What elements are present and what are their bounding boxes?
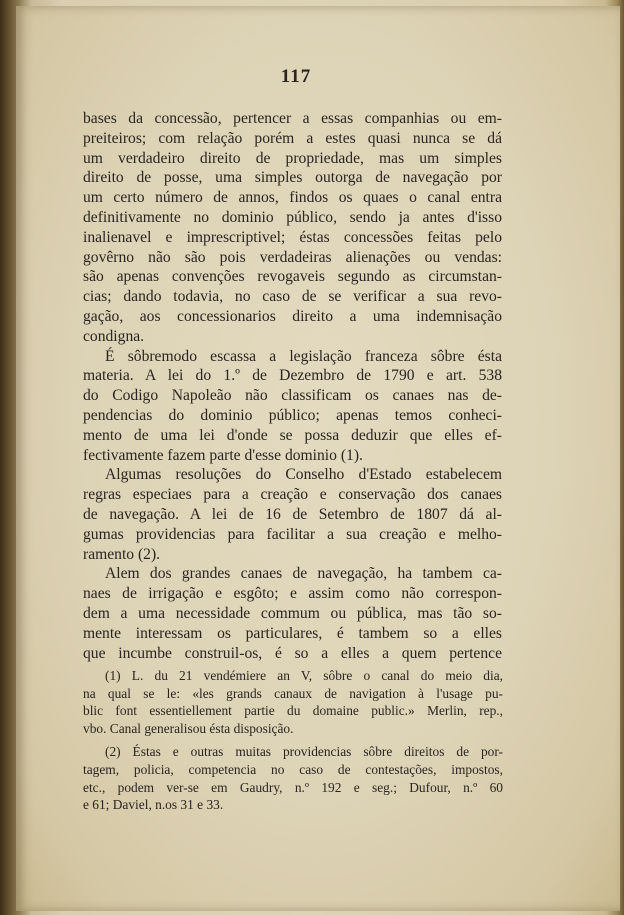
body-line: do Codigo Napoleão não classificam os canaes nas de- <box>83 387 502 405</box>
footnote-2-line: (2) Éstas e outras muitas providencias sôbre direitos de por- <box>105 744 503 760</box>
footnote-1-line: vbo. Canal generalisou ésta disposição. <box>83 720 294 736</box>
body-line: definitivamente no dominio público, sendo ja antes d'isso <box>83 208 502 226</box>
body-line: gumas providencias para facilitar a sua creação e melho- <box>83 525 502 543</box>
footnote-2-line: etc., podem ver-se em Gaudry, n.º 192 e seg.; Dufour, n.º 60 <box>83 779 503 795</box>
body-line: são apenas convenções revogaveis segundo as circumstan- <box>83 268 502 286</box>
footnote-1-line: na qual se le: «les grands canaux de navigation à l'usage pu- <box>83 685 503 701</box>
body-line: mente interessam os particulares, é tambem so a elles <box>83 624 502 642</box>
body-line: preiteiros; com relação porém a estes quasi nunca se dá <box>83 129 502 147</box>
body-line: cias; dando todavia, no caso de se verificar a sua revo- <box>83 288 502 306</box>
body-line: regras especiaes para a creação e conservação dos canaes <box>83 486 502 504</box>
footnote-2-line: tagem, policia, competencia no caso de contestações, impostos, <box>83 761 503 777</box>
body-line: um certo número de annos, findos os quaes o canal entra <box>83 189 502 207</box>
body-line: um verdadeiro direito de propriedade, mas um simples <box>83 149 502 167</box>
body-text <box>83 109 502 663</box>
body-line: que incumbe construil-os, é so a elles a quem pertence <box>83 644 502 662</box>
footnotes <box>83 667 503 814</box>
page-number: 117 <box>280 66 312 87</box>
body-line: govêrno não são pois verdadeiras alienações ou vendas: <box>83 248 502 266</box>
paragraph-start-line: Alem dos grandes canaes de navegação, ha tambem ca- <box>105 565 502 583</box>
footnote-2-line: e 61; Daviel, n.os 31 e 33. <box>83 797 224 813</box>
body-line: naes de irrigação e esgôto; e assim como não correspon- <box>83 585 502 603</box>
body-line: mento de uma lei d'onde se possa deduzir que elles ef- <box>83 426 502 444</box>
body-line: condigna. <box>83 327 145 345</box>
book-page <box>16 6 620 911</box>
body-line: direito de posse, uma simples outorga de navegação por <box>83 169 502 187</box>
body-line: de navegação. A lei de 16 de Setembro de 1807 dá al- <box>83 505 502 523</box>
paragraph-start-line: Algumas resoluções do Conselho d'Estado estabelecem <box>105 466 502 484</box>
body-line: gação, aos concessionarios direito a uma indemnisação <box>83 307 502 325</box>
body-line: inalienavel e imprescriptivel; éstas concessões feitas pelo <box>83 228 502 246</box>
paragraph-start-line: É sôbremodo escassa a legislação franceza sôbre ésta <box>105 347 502 365</box>
body-line: materia. A lei do 1.º de Dezembro de 1790 e art. 538 <box>83 367 502 385</box>
body-line: dem a uma necessidade commum ou pública, mas tão so- <box>83 604 502 622</box>
footnote-1-line: (1) L. du 21 vendémiere an V, sôbre o canal do meio dia, <box>105 668 503 683</box>
body-line: fectivamente fazem parte d'esse dominio (1). <box>83 446 363 464</box>
body-line: pendencias do dominio público; apenas temos conheci- <box>83 406 502 424</box>
body-line: bases da concessão, pertencer a essas companhias ou em- <box>83 110 502 127</box>
body-line: ramento (2). <box>83 545 161 563</box>
footnote-1-line: blic font essentiellement partie du domaine public.» Merlin, rep., <box>83 703 503 719</box>
